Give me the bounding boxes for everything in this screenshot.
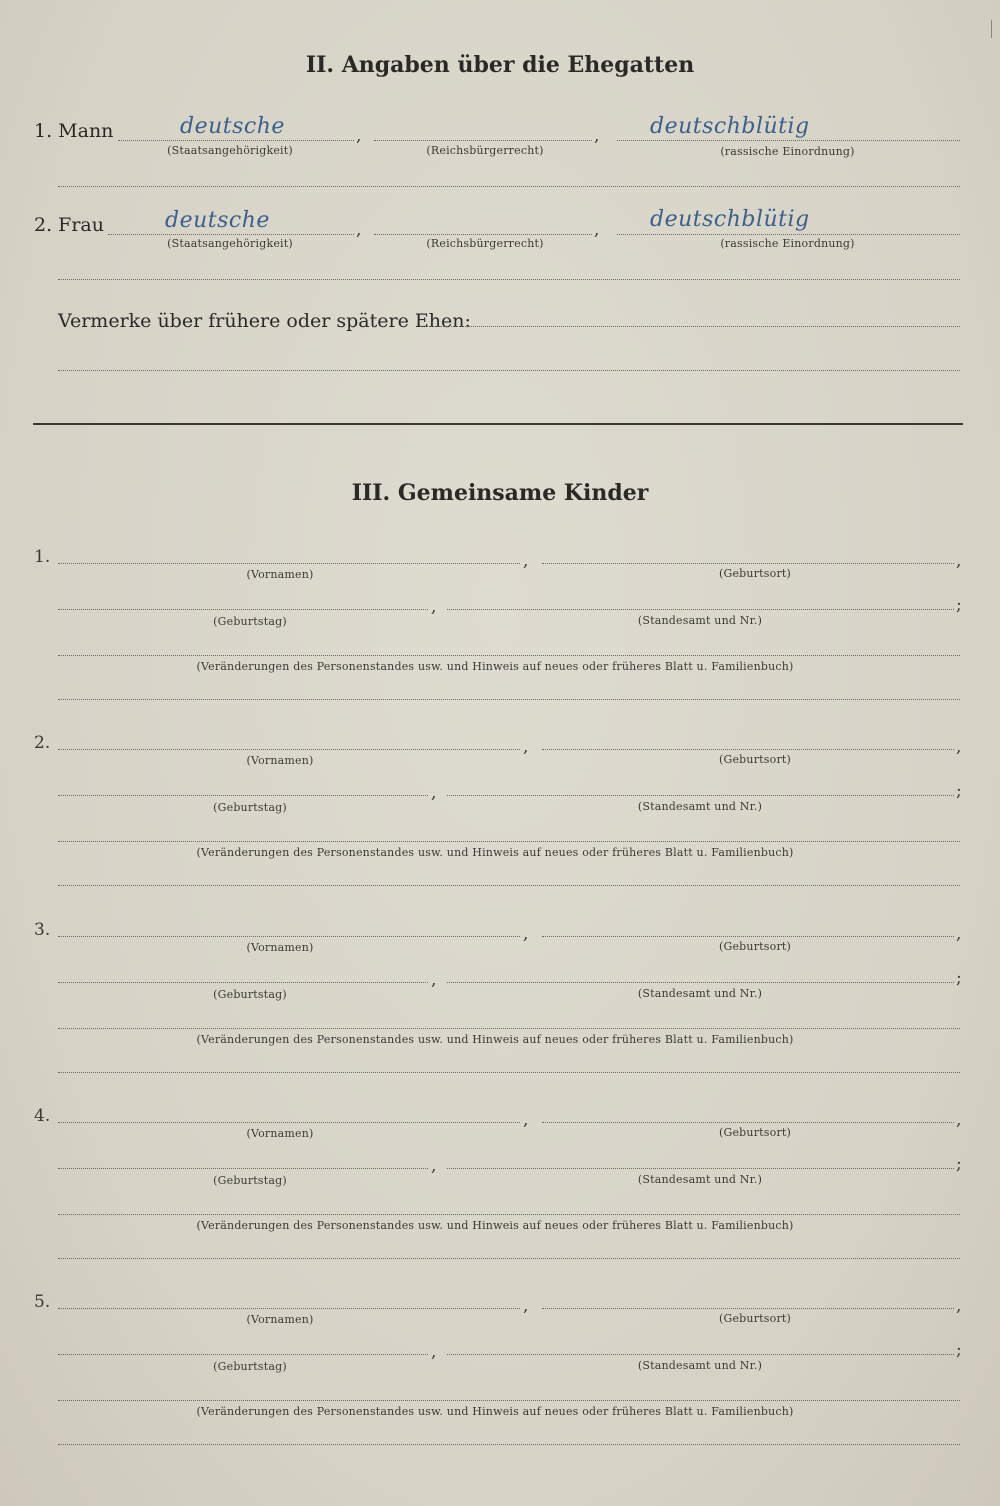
comma: , bbox=[523, 1110, 529, 1130]
caption-geburtstag: (Geburtstag) bbox=[213, 1174, 287, 1187]
child-geburtsort-line[interactable] bbox=[542, 563, 954, 564]
mann-staatsangehoerigkeit-line[interactable] bbox=[118, 140, 354, 141]
child-number: 3. bbox=[34, 920, 51, 940]
comma: , bbox=[431, 783, 437, 803]
child-number: 4. bbox=[34, 1106, 51, 1126]
child-vornamen-line[interactable] bbox=[58, 1122, 520, 1123]
child-geburtsort-line[interactable] bbox=[542, 936, 954, 937]
caption-reichsbuergerrecht: (Reichsbürgerrecht) bbox=[426, 144, 544, 157]
caption-staatsangehoerigkeit: (Staatsangehörigkeit) bbox=[167, 144, 293, 157]
child-veraenderungen-line-2[interactable] bbox=[58, 1258, 960, 1259]
child-vornamen-line[interactable] bbox=[58, 563, 520, 564]
comma: , bbox=[956, 1110, 962, 1130]
child-geburtstag-line[interactable] bbox=[58, 795, 428, 796]
child-veraenderungen-line-2[interactable] bbox=[58, 885, 960, 886]
child-vornamen-line[interactable] bbox=[58, 1308, 520, 1309]
frau-staatsangehoerigkeit-line[interactable] bbox=[108, 234, 354, 235]
vermerke-line-2[interactable] bbox=[58, 370, 960, 371]
child-vornamen-line[interactable] bbox=[58, 936, 520, 937]
caption-geburtsort: (Geburtsort) bbox=[718, 753, 792, 766]
section-3-title: III. Gemeinsame Kinder bbox=[351, 480, 649, 506]
comma: , bbox=[431, 597, 437, 617]
mann-reichsbuergerrecht-line[interactable] bbox=[374, 140, 592, 141]
mann-rassische-line[interactable] bbox=[617, 140, 960, 141]
caption-geburtsort: (Geburtsort) bbox=[718, 940, 792, 953]
caption-geburtstag: (Geburtstag) bbox=[213, 988, 287, 1001]
comma: , bbox=[523, 1296, 529, 1316]
child-geburtstag-line[interactable] bbox=[58, 1354, 428, 1355]
caption-geburtstag: (Geburtstag) bbox=[213, 801, 287, 814]
comma: , bbox=[956, 551, 962, 571]
child-veraenderungen-line[interactable] bbox=[58, 655, 960, 656]
caption-vornamen: (Vornamen) bbox=[246, 1313, 314, 1326]
mann-label: 1. Mann bbox=[34, 120, 114, 142]
form-page: II. Angaben über die Ehegatten 1. Mann deutsche , , deutschblütig (Staatsangehörigkeit) (Reichsbürgerrecht) (rassische Einordnung) 2. Frau deutsche , , deutschblütig (Staatsangehörigkeit) (Reichsbürgerrecht) (rassische Einordnung) Vermerke über frühere oder spätere Ehen: III. Gemeinsame Kinder 1. , , (Vornamen) (Geburtsort) , ; (Geburtstag) (Standesamt und Nr.) (Veränderungen des Personenstandes usw. und Hinweis auf neues oder früheres Blatt u. Familienbuch) 2. , , (Vornamen) (Geburtsort) , ; (Geburtstag) (Standesamt und Nr.) (Veränderungen des Personenstandes usw. und Hinweis auf neues oder früheres Blatt u. Familienbuch) 3. , , (Vornamen) (Geburtsort) , ; (Geburtstag) (Standesamt und Nr.) (Veränderungen des Personenstandes usw. und Hinweis auf neues oder früheres Blatt u. Familienbuch) 4. , , (Vornamen) (Geburtsort) , ; (Geburtstag) (Standesamt und Nr.) (Veränderungen des Personenstandes usw. und Hinweis auf neues oder früheres Blatt u. Familienbuch) 5. , , (Vornamen) (Geburtsort) , ; (Geburtstag) (Standesamt und Nr.) (Veränderungen des Personenstandes usw. und Hinweis auf neues oder früheres Blatt u. Familienbuch) bbox=[0, 0, 1000, 1506]
caption-staatsangehoerigkeit: (Staatsangehörigkeit) bbox=[167, 237, 293, 250]
child-standesamt-line[interactable] bbox=[447, 609, 954, 610]
mann-staatsangehoerigkeit-value[interactable]: deutsche bbox=[180, 114, 285, 139]
semicolon: ; bbox=[956, 968, 962, 988]
semicolon: ; bbox=[956, 1154, 962, 1174]
caption-vornamen: (Vornamen) bbox=[246, 754, 314, 767]
caption-standesamt: (Standesamt und Nr.) bbox=[637, 987, 763, 1000]
caption-veraenderungen: (Veränderungen des Personenstandes usw. und Hinweis auf neues oder früheres Blatt u. Familienbuch) bbox=[196, 1405, 794, 1418]
comma: , bbox=[523, 737, 529, 757]
caption-veraenderungen: (Veränderungen des Personenstandes usw. und Hinweis auf neues oder früheres Blatt u. Familienbuch) bbox=[196, 660, 794, 673]
child-geburtstag-line[interactable] bbox=[58, 609, 428, 610]
caption-geburtstag: (Geburtstag) bbox=[213, 1360, 287, 1373]
child-geburtsort-line[interactable] bbox=[542, 1308, 954, 1309]
mann-rassische-value[interactable]: deutschblütig bbox=[650, 114, 810, 139]
frau-reichsbuergerrecht-line[interactable] bbox=[374, 234, 592, 235]
child-veraenderungen-line[interactable] bbox=[58, 1400, 960, 1401]
caption-standesamt: (Standesamt und Nr.) bbox=[637, 614, 763, 627]
caption-veraenderungen: (Veränderungen des Personenstandes usw. und Hinweis auf neues oder früheres Blatt u. Familienbuch) bbox=[196, 1219, 794, 1232]
caption-reichsbuergerrecht: (Reichsbürgerrecht) bbox=[426, 237, 544, 250]
frau-rassische-line[interactable] bbox=[617, 234, 960, 235]
child-veraenderungen-line-2[interactable] bbox=[58, 1072, 960, 1073]
caption-standesamt: (Standesamt und Nr.) bbox=[637, 1359, 763, 1372]
vermerke-line-1[interactable] bbox=[420, 326, 960, 327]
caption-geburtstag: (Geburtstag) bbox=[213, 615, 287, 628]
child-geburtsort-line[interactable] bbox=[542, 749, 954, 750]
section-2-title: II. Angaben über die Ehegatten bbox=[305, 52, 695, 78]
caption-veraenderungen: (Veränderungen des Personenstandes usw. und Hinweis auf neues oder früheres Blatt u. Familienbuch) bbox=[196, 1033, 794, 1046]
child-number: 5. bbox=[34, 1292, 51, 1312]
semicolon: ; bbox=[956, 595, 962, 615]
comma: , bbox=[956, 1296, 962, 1316]
comma: , bbox=[523, 924, 529, 944]
child-standesamt-line[interactable] bbox=[447, 1354, 954, 1355]
caption-vornamen: (Vornamen) bbox=[246, 568, 314, 581]
frau-staatsangehoerigkeit-value[interactable]: deutsche bbox=[165, 208, 270, 233]
section-divider bbox=[33, 423, 963, 425]
caption-geburtsort: (Geburtsort) bbox=[718, 1126, 792, 1139]
caption-standesamt: (Standesamt und Nr.) bbox=[637, 800, 763, 813]
child-vornamen-line[interactable] bbox=[58, 749, 520, 750]
mann-extra-line[interactable] bbox=[58, 186, 960, 187]
comma: , bbox=[431, 970, 437, 990]
child-standesamt-line[interactable] bbox=[447, 982, 954, 983]
caption-rassische-einordnung: (rassische Einordnung) bbox=[720, 145, 855, 158]
vermerke-label: Vermerke über frühere oder spätere Ehen: bbox=[58, 310, 471, 332]
caption-rassische-einordnung: (rassische Einordnung) bbox=[720, 237, 855, 250]
child-geburtstag-line[interactable] bbox=[58, 982, 428, 983]
caption-vornamen: (Vornamen) bbox=[246, 1127, 314, 1140]
child-number: 2. bbox=[34, 733, 51, 753]
comma: , bbox=[956, 924, 962, 944]
comma: , bbox=[431, 1342, 437, 1362]
frau-label: 2. Frau bbox=[34, 214, 104, 236]
child-veraenderungen-line[interactable] bbox=[58, 1214, 960, 1215]
caption-geburtsort: (Geburtsort) bbox=[718, 1312, 792, 1325]
child-veraenderungen-line-2[interactable] bbox=[58, 1444, 960, 1445]
child-geburtsort-line[interactable] bbox=[542, 1122, 954, 1123]
caption-veraenderungen: (Veränderungen des Personenstandes usw. und Hinweis auf neues oder früheres Blatt u. Familienbuch) bbox=[196, 846, 794, 859]
frau-extra-line[interactable] bbox=[58, 279, 960, 280]
semicolon: ; bbox=[956, 1340, 962, 1360]
caption-vornamen: (Vornamen) bbox=[246, 941, 314, 954]
caption-standesamt: (Standesamt und Nr.) bbox=[637, 1173, 763, 1186]
frau-rassische-value[interactable]: deutschblütig bbox=[650, 207, 810, 232]
child-standesamt-line[interactable] bbox=[447, 1168, 954, 1169]
page-edge-mark bbox=[991, 20, 992, 38]
child-number: 1. bbox=[34, 547, 51, 567]
child-geburtstag-line[interactable] bbox=[58, 1168, 428, 1169]
comma: , bbox=[523, 551, 529, 571]
child-standesamt-line[interactable] bbox=[447, 795, 954, 796]
semicolon: ; bbox=[956, 781, 962, 801]
child-veraenderungen-line-2[interactable] bbox=[58, 699, 960, 700]
comma: , bbox=[956, 737, 962, 757]
child-veraenderungen-line[interactable] bbox=[58, 1028, 960, 1029]
caption-geburtsort: (Geburtsort) bbox=[718, 567, 792, 580]
child-veraenderungen-line[interactable] bbox=[58, 841, 960, 842]
comma: , bbox=[431, 1156, 437, 1176]
